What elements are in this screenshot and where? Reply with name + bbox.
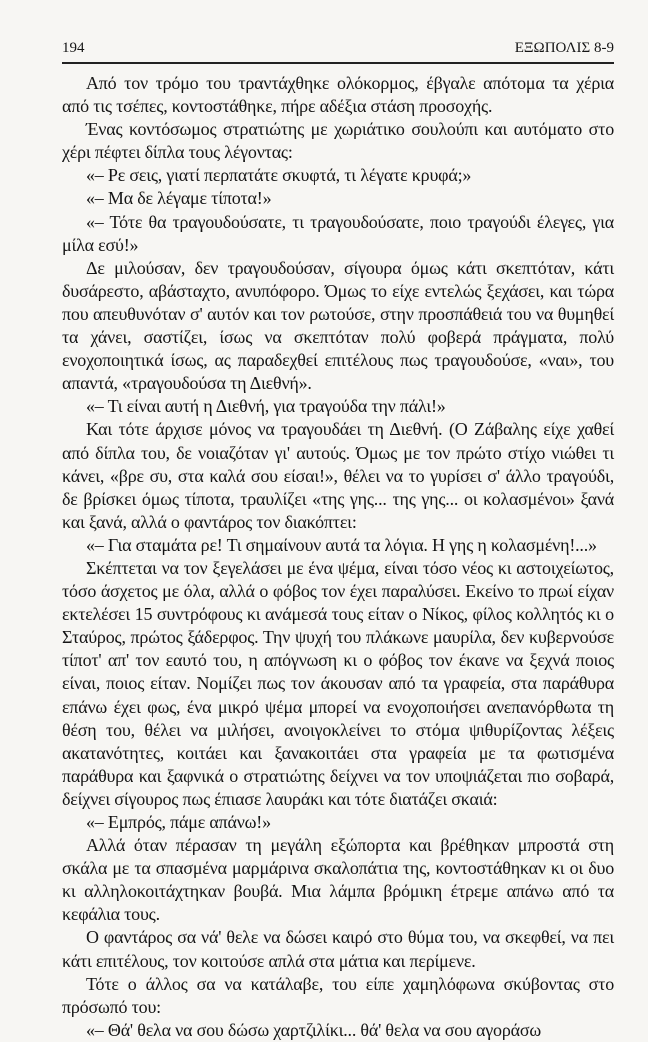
page-header: [62, 40, 614, 57]
paragraph: Ο φαντάρος σα νά' θελε να δώσει καιρό στο θύμα του, να σκεφθεί, να πει κάτι επιτέλους, τον κοιτούσε απλά στα μάτια και περίμενε.: [62, 927, 614, 971]
dialogue-line: «– Για σταμάτα ρε! Τι σημαίνουν αυτά τα λόγια. Η γης η κολασμένη!...»: [86, 534, 597, 555]
dialogue-line: «– Εμπρός, πάμε απάνω!»: [86, 812, 271, 832]
dialogue-line: «– Θά' θελα να σου δώσω χαρτζιλίκι... θά' θελα να σου αγοράσω: [86, 1019, 542, 1040]
body-text: [62, 72, 614, 1042]
running-title: ΕΞΩΠΟΛΙΣ 8-9: [514, 40, 614, 56]
dialogue-line: «– Μα δε λέγαμε τίποτα!»: [86, 188, 272, 209]
paragraph: Αλλά όταν πέρασαν τη μεγάλη εξώπορτα και βρέθηκαν μπροστά στη σκάλα με τα σπασμένα μαρμάρινα σκαλοπάτια της, κοντοστάθηκαν κι οι δυο κι αλληλοκοιτάχτηκαν βουβά. Μια λάμπα βρόμικη έτρεμε απάνω από τα κεφάλια τους.: [62, 835, 614, 925]
paragraph: Από τον τρόμο του τραντάχθηκε ολόκορμος, έβγαλε απότομα τα χέρια από τις τσέπες, κοντοστάθηκε, πήρε αδέξια στάση προσοχής.: [62, 73, 614, 117]
paragraph: Και τότε άρχισε μόνος να τραγουδάει τη Διεθνή. (Ο Ζάβαλης είχε χαθεί από δίπλα του, δε νοιαζόταν γι' αυτούς. Όμως με τον πρώτο στίχο νιώθει τι κάνει, «βρε συ, στα καλά σου είσαι!», θέλει να το γυρίσει σ' άλλο τραγούδι, δε βρίσκει όμως τίποτα, τραυλίζει «της γης... της γης... οι κολασμένοι» ξανά και ξανά, αλλά ο φαντάρος τον διακόπτει:: [62, 419, 614, 532]
dialogue-line: «– Ρε σεις, γιατί περπατάτε σκυφτά, τι λέγατε κρυφά;»: [86, 165, 472, 186]
paragraph: Τότε ο άλλος σα να κατάλαβε, του είπε χαμηλόφωνα σκύβοντας στο πρόσωπό του:: [62, 973, 614, 1017]
dialogue-line: «– Τι είναι αυτή η Διεθνή, για τραγούδα την πάλι!»: [86, 396, 446, 417]
paragraph: Σκέπτεται να τον ξεγελάσει με ένα ψέμα, είναι τόσο νέος κι αστοιχείωτος, τόσο άσχετος με όλα, αλλά ο φόβος τον έχει παραλύσει. Εκείνο το πρωί είχαν εκτελέσει 15 συντρόφους κι ανάμεσά τους είταν ο Νίκος, φίλος κολλητός κι ο Σταύρος, πρώτος ξάδερφος. Την ψυχή του πλάκωνε μαυρίλα, δεν κυβερνούσε τίποτ' απ' τον εαυτό του, η απόγνωση κι ο φόβος τον έκανε να ξεχνά ποιος είναι, ποιος είταν. Νομίζει πως τον άκουσαν από τα γραφεία, στα παράθυρα επάνω έχει φως, ένα μικρό ψέμα μπορεί να ενοχοποιήσει ανεπανόρθωτα τη θέση του, θέλει να μιλήσει, ανοιγοκλείνει το στόμα ψιθυρίζοντας λέξεις ακατανότητες, κοιτάει και ξανακοιτάει στα γραφεία με τα φωτισμένα παράθυρα και ξαφνικά ο στρατιώτης δείχνει να τον υποψιάζεται πιο σοβαρά, δείχνει σίγουρος πως έπιασε λαυράκι και τότε διατάζει σκαιά:: [62, 557, 614, 809]
header-rule: [62, 62, 614, 64]
page-number: 194: [62, 40, 85, 56]
dialogue-line: «– Τότε θα τραγουδούσατε, τι τραγουδούσατε, ποιο τραγούδι έλεγες, για μίλα εσύ!»: [62, 211, 614, 255]
paragraph: Ένας κοντόσωμος στρατιώτης με χωριάτικο σουλούπι και αυτόματο στο χέρι πέφτει δίπλα τους λέγοντας:: [62, 119, 614, 163]
paragraph: Δε μιλούσαν, δεν τραγουδούσαν, σίγουρα όμως κάτι σκεπτόταν, κάτι δυσάρεστο, αβάσταχτο, ανυπόφορο. Όμως το είχε εντελώς ξεχάσει, και τώρα που απευθυνόταν σ' αυτόν και τον ρωτούσε, στην προσπάθειά του να θυμηθεί τα χάνει, σαστίζει, ίσως να σκεπτόταν πολύ φοβερά πράγματα, πολύ ενοχοποιητικά ίσως, ας παραδεχθεί επιτέλους πως τραγουδούσε, «ναι», του απαντά, «τραγουδούσα τη Διεθνή».: [62, 257, 614, 394]
